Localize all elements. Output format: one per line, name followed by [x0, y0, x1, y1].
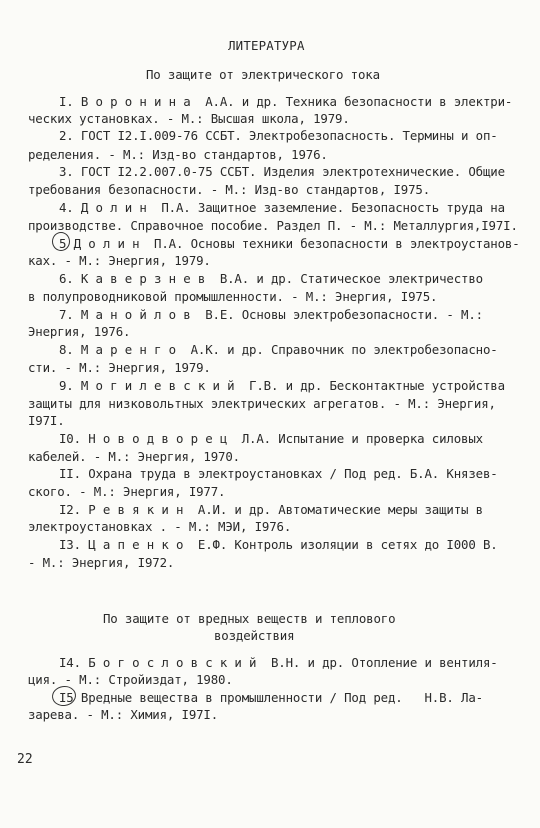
ref-line: 7. М а н о й л о в В.Е. Основы электробезопасности. - М.: [59, 307, 483, 322]
ref-line: 3. ГОСТ I2.2.007.0-75 ССБТ. Изделия электротехнические. Общие [59, 164, 505, 179]
ref-line: I4. Б о г о с л о в с к и й В.Н. и др. Отопление и вентиля- [59, 655, 498, 670]
section-heading-harmful-2: воздействия [214, 628, 295, 643]
ref-line: электроустановках . - М.: МЭИ, I976. [28, 519, 292, 534]
ref-line: зарева. - М.: Химия, I97I. [28, 707, 219, 722]
ref-line: кабелей. - М.: Энергия, 1970. [28, 449, 240, 464]
ref-line: сти. - М.: Энергия, 1979. [28, 360, 211, 375]
ref-line: I0. Н о в о д в о р е ц Л.А. Испытание и проверка силовых [59, 431, 483, 446]
ref-line: ределения. - М.: Изд-во стандартов, 1976. [28, 147, 328, 162]
section-heading-electric: По защите от электрического тока [146, 67, 380, 82]
ref-line: I. В о р о н и н а А.А. и др. Техника безопасности в электри- [59, 94, 513, 109]
ref-line: ского. - М.: Энергия, I977. [28, 484, 226, 499]
ref-line: I97I. [28, 413, 65, 428]
ref-line: II. Охрана труда в электроустановках / Под ред. Б.А. Князев- [59, 466, 498, 481]
ref-line: - М.: Энергия, I972. [28, 555, 175, 570]
ref-line: 4. Д о л и н П.А. Защитное заземление. Безопасность труда на [59, 200, 505, 215]
ref-line: I2. Р е в я к и н А.И. и др. Автоматические меры защиты в [59, 502, 483, 517]
ref-line: 8. М а р е н г о А.К. и др. Справочник по электробезопасно- [59, 342, 498, 357]
ref-line: 5 Д о л и н П.А. Основы техники безопасности в электроустанов- [59, 236, 520, 251]
ref-line: 9. М о г и л е в с к и й Г.В. и др. Бесконтактные устройства [59, 378, 505, 393]
ref-line: защиты для низковольтных электрических агрегатов. - М.: Энергия, [28, 396, 496, 411]
ref-line: Энергия, 1976. [28, 324, 131, 339]
ref-line: требования безопасности. - М.: Изд-во стандартов, I975. [28, 182, 431, 197]
handwritten-circle-5 [52, 232, 70, 251]
ref-line: ческих установках. - М.: Высшая школа, 1979. [28, 111, 350, 126]
ref-line: 6. К а в е р з н е в В.А. и др. Статическое электричество [59, 271, 483, 286]
page-number: 22 [17, 752, 33, 767]
section-heading-harmful: По защите от вредных веществ и теплового [103, 611, 396, 626]
ref-line: 2. ГОСТ I2.I.009-76 ССБТ. Электробезопасность. Термины и оп- [59, 128, 498, 143]
ref-line: в полупроводниковой промышленности. - М.: Энергия, I975. [28, 289, 438, 304]
ref-line: ция. - М.: Стройиздат, 1980. [28, 672, 233, 687]
page-title: ЛИТЕРАТУРА [228, 38, 305, 53]
ref-line: ках. - М.: Энергия, 1979. [28, 253, 211, 268]
ref-line: I5 Вредные вещества в промышленности / Под ред. Н.В. Ла- [59, 690, 483, 705]
ref-line: I3. Ц а п е н к о Е.Ф. Контроль изоляции в сетях до I000 В. [59, 537, 498, 552]
ref-line: производстве. Справочное пособие. Раздел П. - М.: Металлургия,I97I. [28, 218, 518, 233]
